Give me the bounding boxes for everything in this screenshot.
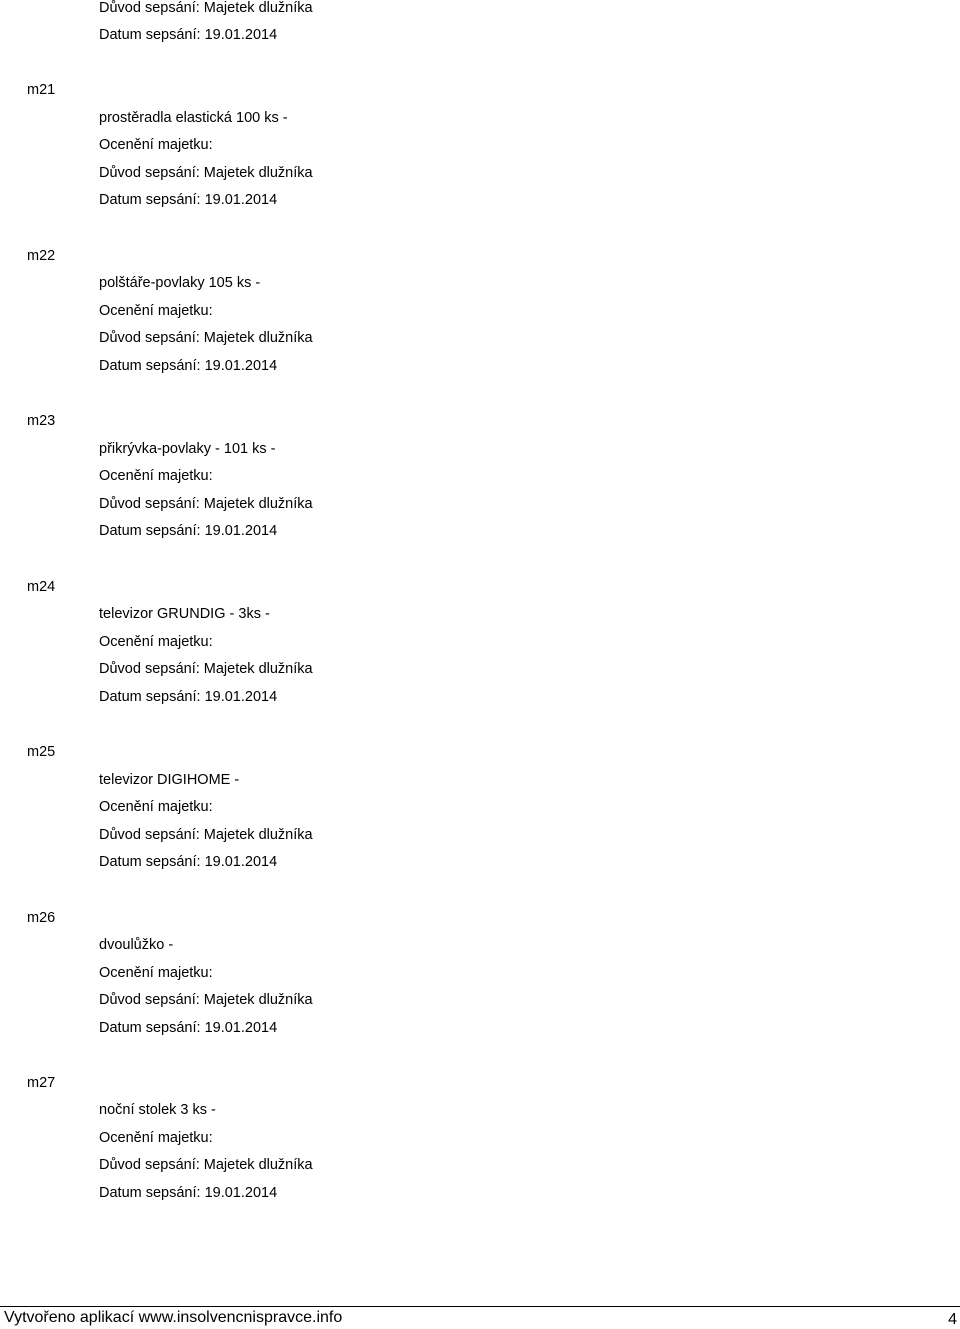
asset-valuation: Ocenění majetku:	[99, 137, 213, 153]
asset-valuation: Ocenění majetku:	[99, 1130, 213, 1146]
asset-valuation: Ocenění majetku:	[99, 303, 213, 319]
asset-valuation: Ocenění majetku:	[99, 634, 213, 650]
asset-reason: Důvod sepsání: Majetek dlužníka	[99, 165, 313, 181]
asset-id: m23	[27, 413, 56, 429]
asset-description: televizor GRUNDIG - 3ks -	[99, 606, 270, 622]
asset-id: m21	[27, 82, 56, 98]
asset-id: m22	[27, 248, 56, 264]
asset-id: m25	[27, 744, 56, 760]
asset-date: Datum sepsání: 19.01.2014	[99, 689, 278, 705]
previous-item-date: Datum sepsání: 19.01.2014	[99, 27, 278, 43]
footer-credit: Vytvořeno aplikací www.insolvencnispravce.info	[4, 1309, 343, 1326]
asset-reason: Důvod sepsání: Majetek dlužníka	[99, 827, 313, 843]
asset-description: přikrývka-povlaky - 101 ks -	[99, 441, 276, 457]
asset-date: Datum sepsání: 19.01.2014	[99, 1020, 278, 1036]
asset-reason: Důvod sepsání: Majetek dlužníka	[99, 1157, 313, 1173]
asset-description: noční stolek 3 ks -	[99, 1102, 216, 1118]
asset-id: m26	[27, 910, 56, 926]
page-number: 4	[948, 1311, 957, 1328]
asset-date: Datum sepsání: 19.01.2014	[99, 192, 278, 208]
asset-reason: Důvod sepsání: Majetek dlužníka	[99, 992, 313, 1008]
asset-description: prostěradla elastická 100 ks -	[99, 110, 288, 126]
asset-valuation: Ocenění majetku:	[99, 468, 213, 484]
asset-reason: Důvod sepsání: Majetek dlužníka	[99, 661, 313, 677]
asset-description: televizor DIGIHOME -	[99, 772, 240, 788]
asset-description: polštáře-povlaky 105 ks -	[99, 275, 261, 291]
asset-id: m24	[27, 579, 56, 595]
asset-valuation: Ocenění majetku:	[99, 799, 213, 815]
asset-date: Datum sepsání: 19.01.2014	[99, 1185, 278, 1201]
asset-date: Datum sepsání: 19.01.2014	[99, 854, 278, 870]
asset-date: Datum sepsání: 19.01.2014	[99, 358, 278, 374]
asset-valuation: Ocenění majetku:	[99, 965, 213, 981]
asset-date: Datum sepsání: 19.01.2014	[99, 523, 278, 539]
asset-reason: Důvod sepsání: Majetek dlužníka	[99, 330, 313, 346]
footer-divider	[0, 1306, 960, 1307]
asset-id: m27	[27, 1075, 56, 1091]
previous-item-reason: Důvod sepsání: Majetek dlužníka	[99, 0, 313, 16]
asset-description: dvoulůžko -	[99, 937, 174, 953]
asset-reason: Důvod sepsání: Majetek dlužníka	[99, 496, 313, 512]
